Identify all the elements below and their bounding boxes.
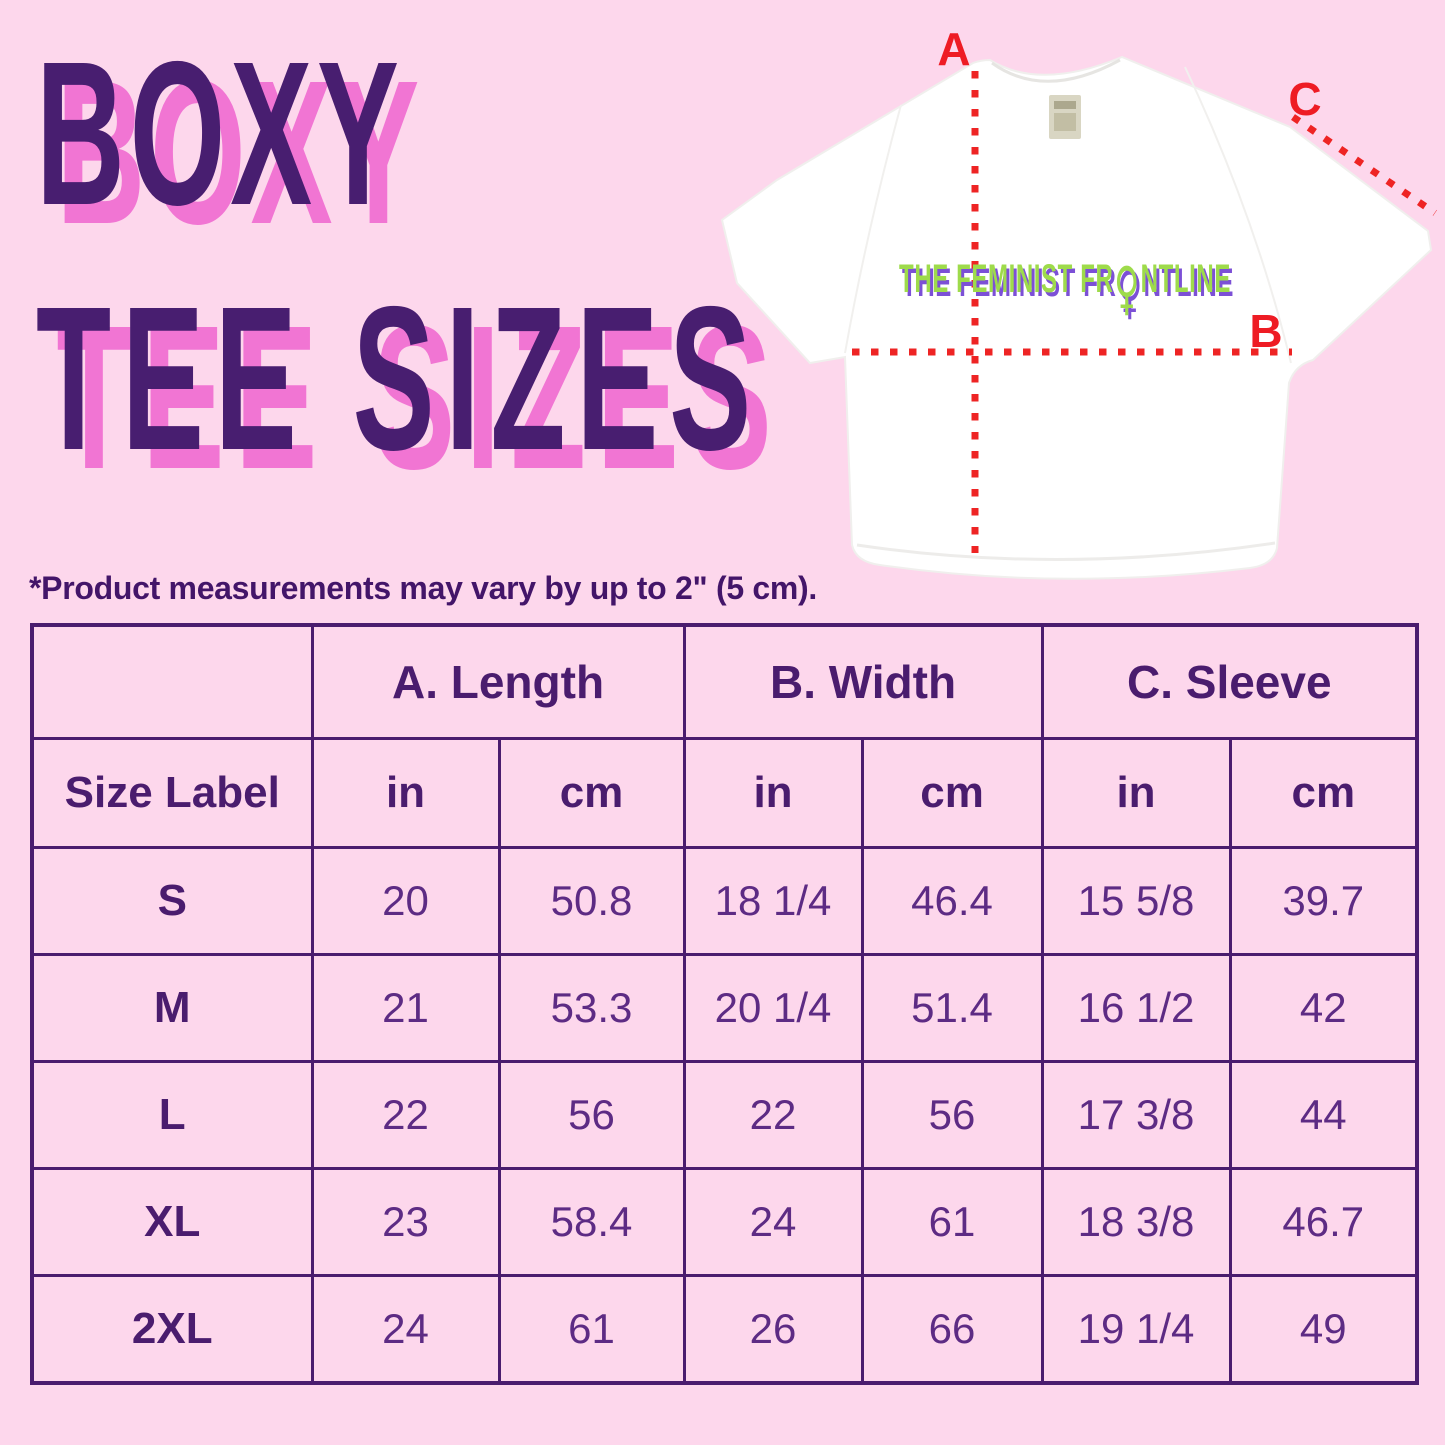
value-cell: 56 [499,1062,684,1169]
shirt-print-text-right: NTLINE [1140,257,1231,301]
value-cell: 46.7 [1230,1169,1417,1276]
tshirt-illustration [715,5,1445,605]
value-cell: 39.7 [1230,848,1417,955]
measure-label-c: C [1288,73,1322,125]
table-unit-header-row [32,739,1417,848]
value-cell: 20 [312,848,499,955]
value-cell: 42 [1230,955,1417,1062]
group-header-length: A. Length [312,625,684,739]
table-row-s [32,848,1417,955]
page-title-line-2: TEE SIZES [36,264,763,493]
measure-label-a: A [937,23,971,75]
size-table [30,623,1419,1385]
value-cell: 61 [499,1276,684,1384]
tshirt-measurement-diagram [715,5,1445,605]
group-header-width: B. Width [684,625,1042,739]
unit-header-sleeve-cm: cm [1230,739,1417,848]
neck-tag-print2 [1054,113,1076,131]
corner-cell [32,625,312,739]
table-row-xl [32,1169,1417,1276]
size-label-header: Size Label [32,739,312,848]
value-cell: 50.8 [499,848,684,955]
value-cell: 56 [862,1062,1042,1169]
size-cell: XL [32,1169,312,1276]
table-row-2xl [32,1276,1417,1384]
value-cell: 49 [1230,1276,1417,1384]
value-cell: 66 [862,1276,1042,1384]
size-cell: L [32,1062,312,1169]
table-group-header-row [32,625,1417,739]
table-row-m [32,955,1417,1062]
value-cell: 24 [312,1276,499,1384]
value-cell: 51.4 [862,955,1042,1062]
unit-header-width-cm: cm [862,739,1042,848]
value-cell: 26 [684,1276,862,1384]
value-cell: 18 3/8 [1042,1169,1230,1276]
page-title-line-1: BOXY [36,19,404,248]
value-cell: 53.3 [499,955,684,1062]
neck-tag-print [1054,101,1076,109]
female-symbol-icon: ♀ [1113,254,1141,322]
value-cell: 44 [1230,1062,1417,1169]
value-cell: 46.4 [862,848,1042,955]
value-cell: 20 1/4 [684,955,862,1062]
value-cell: 21 [312,955,499,1062]
value-cell: 19 1/4 [1042,1276,1230,1384]
unit-header-length-in: in [312,739,499,848]
size-cell: 2XL [32,1276,312,1384]
size-cell: S [32,848,312,955]
value-cell: 61 [862,1169,1042,1276]
value-cell: 24 [684,1169,862,1276]
value-cell: 15 5/8 [1042,848,1230,955]
shirt-print [899,254,1231,322]
value-cell: 22 [684,1062,862,1169]
value-cell: 18 1/4 [684,848,862,955]
size-cell: M [32,955,312,1062]
value-cell: 17 3/8 [1042,1062,1230,1169]
group-header-sleeve: C. Sleeve [1042,625,1417,739]
measurement-note: *Product measurements may vary by up to 2" (5 cm). [29,570,818,606]
measure-label-b: B [1249,305,1283,357]
value-cell: 58.4 [499,1169,684,1276]
unit-header-width-in: in [684,739,862,848]
unit-header-length-cm: cm [499,739,684,848]
shirt-print-text-left: THE FEMINIST FR [899,257,1114,301]
value-cell: 23 [312,1169,499,1276]
value-cell: 16 1/2 [1042,955,1230,1062]
value-cell: 22 [312,1062,499,1169]
unit-header-sleeve-in: in [1042,739,1230,848]
table-row-l [32,1062,1417,1169]
